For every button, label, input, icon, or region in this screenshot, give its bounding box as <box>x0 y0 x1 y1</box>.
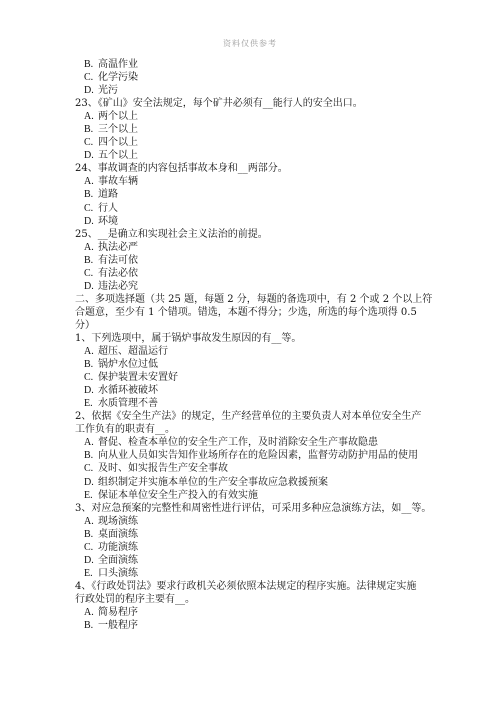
question-text: 分） <box>75 319 95 331</box>
option-text: 水循环被破坏 <box>98 385 158 397</box>
answer-option <box>75 554 430 567</box>
option-letter: A. <box>84 437 94 449</box>
option-letter: C. <box>84 267 94 279</box>
option-text: 桌面演练 <box>98 528 138 540</box>
answer-option <box>75 123 430 136</box>
option-letter: C. <box>84 541 94 553</box>
option-letter: D. <box>84 476 94 488</box>
question-text: 24、事故调查的内容包括事故本身和__两部分。 <box>75 163 288 175</box>
option-letter: B. <box>84 189 94 201</box>
option-letter: D. <box>84 150 94 162</box>
option-letter: B. <box>84 620 94 632</box>
option-letter: A. <box>84 346 94 358</box>
answer-option <box>75 436 430 449</box>
question-text: 工作负有的职责有__。 <box>75 424 175 436</box>
answer-option <box>75 528 430 541</box>
option-text: 违法必究 <box>98 280 138 292</box>
option-text: 两个以上 <box>98 111 138 123</box>
answer-option <box>75 202 430 215</box>
option-letter: E. <box>84 567 93 579</box>
option-text: 简易程序 <box>98 606 138 618</box>
answer-option <box>75 188 430 201</box>
option-letter: D. <box>84 554 94 566</box>
option-letter: B. <box>84 254 94 266</box>
answer-option <box>75 175 430 188</box>
option-text: 及时、如实报告生产安全事故 <box>98 463 228 475</box>
answer-option <box>75 58 430 71</box>
option-text: 保证本单位安全生产投入的有效实施 <box>98 489 258 501</box>
answer-option <box>75 345 430 358</box>
option-letter: E. <box>84 398 93 410</box>
option-text: 行人 <box>98 202 118 214</box>
option-text: 保护装置未安置好 <box>98 372 178 384</box>
option-text: 光污 <box>98 85 118 97</box>
question-text: 1、下列选项中，属于锅炉事故发生原因的有__等。 <box>75 332 302 344</box>
option-text: 事故车辆 <box>98 176 138 188</box>
page-header: 资料仅供参考 <box>223 39 277 48</box>
option-text: 督促、检查本单位的安全生产工作，及时消除安全生产事故隐患 <box>98 437 378 449</box>
option-text: 有法可依 <box>98 254 138 266</box>
option-text: 全面演练 <box>98 554 138 566</box>
answer-option <box>75 567 430 580</box>
answer-option <box>75 384 430 397</box>
answer-option <box>75 489 430 502</box>
option-letter: D. <box>84 215 94 227</box>
question-text: 23、《矿山》安全法规定，每个矿井必须有__能行人的安全出口。 <box>75 98 363 110</box>
answer-option <box>75 462 430 475</box>
option-letter: B. <box>84 528 94 540</box>
answer-option <box>75 449 430 462</box>
option-letter: A. <box>84 176 94 188</box>
option-text: 组织制定并实施本单位的生产安全事故应急救援预案 <box>98 476 328 488</box>
option-text: 三个以上 <box>98 124 138 136</box>
option-letter: B. <box>84 359 94 371</box>
question-text: 2、依据《安全生产法》的规定，生产经营单位的主要负责人对本单位安全生产 <box>75 411 422 423</box>
answer-option <box>75 84 430 97</box>
option-letter: C. <box>84 202 94 214</box>
answer-option <box>75 541 430 554</box>
option-letter: B. <box>84 59 94 70</box>
option-text: 口头演练 <box>98 567 138 579</box>
question-text: 3、对应急预案的完整性和周密性进行评估，可采用多种应急演练方法，如__等。 <box>75 502 432 514</box>
option-text: 现场演练 <box>98 515 138 527</box>
option-letter: A. <box>84 111 94 123</box>
question-text: 25、__是确立和实现社会主义法治的前提。 <box>75 228 268 240</box>
question-text: 4、《行政处罚法》要求行政机关必须依照本法规定的程序实施。法律规定实施 <box>75 580 417 592</box>
answer-option <box>75 215 430 228</box>
option-letter: B. <box>84 124 94 136</box>
option-text: 有法必依 <box>98 267 138 279</box>
question-text: 二、多项选择题（共 25 题，每题 2 分，每题的备选项中，有 2 个或 2 个以上符 <box>75 293 433 305</box>
answer-option <box>75 515 430 528</box>
document-body <box>75 58 433 632</box>
option-letter: E. <box>84 489 93 501</box>
option-text: 四个以上 <box>98 137 138 149</box>
option-letter: C. <box>84 137 94 149</box>
answer-option <box>75 476 430 489</box>
option-text: 水质管理不善 <box>98 398 158 410</box>
answer-option <box>75 371 430 384</box>
option-letter: C. <box>84 372 94 384</box>
answer-option <box>75 358 430 371</box>
option-text: 一般程序 <box>98 620 138 632</box>
answer-option <box>75 149 430 162</box>
option-letter: D. <box>84 85 94 97</box>
option-text: 执法必严 <box>98 241 138 253</box>
option-letter: C. <box>84 72 94 84</box>
answer-option <box>75 254 430 267</box>
answer-option <box>75 71 430 84</box>
option-letter: D. <box>84 280 94 292</box>
option-letter: A. <box>84 515 94 527</box>
answer-option <box>75 606 430 619</box>
question-text: 行政处罚的程序主要有__。 <box>75 593 195 605</box>
option-letter: B. <box>84 450 94 462</box>
option-text: 锅炉水位过低 <box>98 359 158 371</box>
option-text: 向从业人员如实告知作业场所存在的危险因素，监督劳动防护用品的使用 <box>98 450 418 462</box>
option-letter: A. <box>84 241 94 253</box>
option-text: 五个以上 <box>98 150 138 162</box>
option-text: 超压、超温运行 <box>98 346 168 358</box>
option-letter: D. <box>84 385 94 397</box>
option-text: 道路 <box>98 189 118 201</box>
option-text: 化学污染 <box>98 72 138 84</box>
option-text: 功能演练 <box>98 541 138 553</box>
answer-option <box>75 619 430 632</box>
option-letter: C. <box>84 463 94 475</box>
answer-option <box>75 267 430 280</box>
option-text: 环境 <box>98 215 118 227</box>
answer-option <box>75 397 430 410</box>
answer-option <box>75 136 430 149</box>
option-letter: A. <box>84 606 94 618</box>
answer-option <box>75 280 430 293</box>
option-text: 高温作业 <box>98 59 138 70</box>
answer-option <box>75 241 430 254</box>
answer-option <box>75 110 430 123</box>
question-text: 合题意，至少有 1 个错项。错选，本题不得分；少选，所选的每个选项得 0.5 <box>75 306 417 318</box>
